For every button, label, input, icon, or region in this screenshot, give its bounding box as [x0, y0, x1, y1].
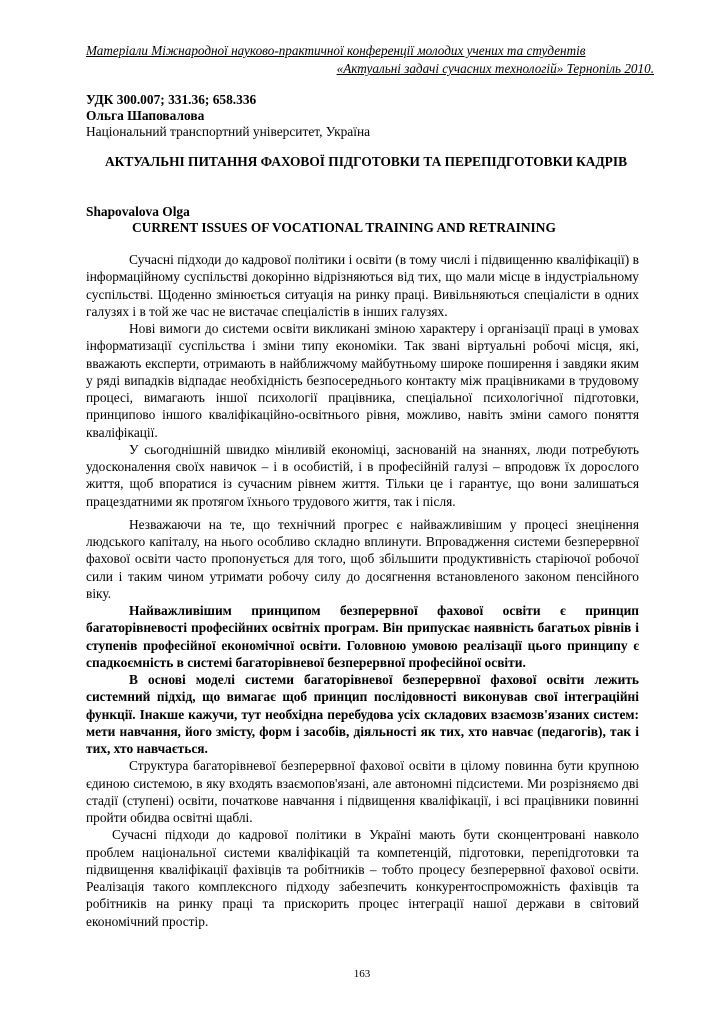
- body-paragraph: У сьогоднішній швидко мінливій економіці, заснованій на знаннях, люди потребують удосконалення своїх навичок – і в особистій, і в професійній галузі – впродовж їх дорослого життя, щоб впоратися із сучасним рівнем життя. Тільки це і гарантує, що вони залишаться працездатними як протягом їхнього трудового життя, так і після.: [86, 441, 639, 509]
- body-paragraph: Сучасні підходи до кадрової політики і освіти (в тому числі і підвищенню кваліфікації) в інформаційному суспільстві докорінно відрізняються від тих, що мали місце в індустріальному суспільстві. Щоденно змінюється ситуація на ринку праці. Вивільняються спеціалісти в одних галузях і в той же час не вистачає спеціалістів в інших галузях.: [86, 252, 639, 319]
- paper-title-ua: АКТУАЛЬНІ ПИТАННЯ ФАХОВОЇ ПІДГОТОВКИ ТА ПЕРЕПІДГОТОВКИ КАДРІВ: [105, 154, 627, 169]
- page-number: 163: [353, 968, 371, 980]
- author-affiliation: Національний транспортний університет, Україна: [86, 124, 371, 139]
- body-paragraph: Незважаючи на те, що технічний прогрес є найважливішим у процесі знецінення людського капіталу, на нього особливо складно вплинути. Впровадження системи безперервної фахової освіти часто пропонується для того, щоб збільшити продуктивність старіючої робочої сили і таким чином утримати робочу силу до досягнення встановленого законом пенсійного віку.: [86, 516, 639, 601]
- paper-body: [86, 251, 639, 930]
- body-paragraph-bold: Найважливішим принципом безперервної фахової освіти є принцип багаторівневості професійних освітніх програм. Він припускає наявність багатьох рівнів і ступенів професійної економічної освіти. Головною умовою реалізації цього принципу є спадкоємність в системі багаторівневої безперервної професійної освіти.: [86, 603, 639, 670]
- paper-title-en: CURRENT ISSUES OF VOCATIONAL TRAINING AND RETRAINING: [132, 220, 556, 235]
- body-paragraph: Нові вимоги до системи освіти викликані зміною характеру і організації праці в умовах інформатизації суспільства і зміни типу економіки. Так звані віртуальні робочі місця, які, вважають експерти, отримають в найближчому майбутньому широке поширення і завдяки яким у ряді випадків відпадає необхідність безпосереднього контакту між працівниками в трудовому процесі, вимагають іншої психології працівника, спеціальної психологічної підготовки, принципово іншого кваліфікаційно-освітнього рівня, можливо, навіть зміни самого поняття кваліфікації.: [86, 321, 639, 440]
- udc-code: УДК 300.007; 331.36; 658.336: [86, 92, 257, 107]
- author-name: Ольга Шаповалова: [86, 108, 205, 123]
- body-paragraph-bold: В основі моделі системи багаторівневої безперервної фахової освіти лежить системний підхід, що вимагає щоб принцип послідовності виконував свої інтеграційні функції. Інакше кажучи, тут необхідна перебудова усіх складових взаємозв'язаних систем: мети навчання, його змісту, форм і засобів, діяльності як тих, хто навчає (педагогів), так і тих, хто навчається.: [86, 672, 639, 756]
- body-paragraph: Сучасні підходи до кадрової політики в Україні мають бути сконцентровані навколо проблем національної системи кваліфікацій та компетенцій, підготовки, перепідготовки та підвищення кваліфікації фахівців та робітників – тобто процесу безперервної фахової освіти. Реалізація такого комплексного підходу забезпечить конкурентоспроможність фахівців та робітників на ринку праці та прискорить процес інтеграції нашої держави в світовий економічний простір.: [86, 827, 639, 929]
- conference-header-line-2: «Актуальні задачі сучасних технологій» Тернопіль 2010.: [336, 61, 654, 76]
- author-name-en: Shapovalova Olga: [86, 204, 190, 219]
- body-paragraph: Структура багаторівневої безперервної фахової освіти в цілому повинна бути крупною єдиною системою, в яку входять взаємопов'язані, але автономні підсистеми. Ми розрізняємо дві стадії (ступені) освіти, початкове навчання і підвищення кваліфікації, і всі працівники повинні пройти обидва освітні щаблі.: [86, 758, 639, 825]
- conference-header-line-1: Матеріали Міжнародної науково-практичної конференції молодих учених та студентів: [86, 43, 586, 58]
